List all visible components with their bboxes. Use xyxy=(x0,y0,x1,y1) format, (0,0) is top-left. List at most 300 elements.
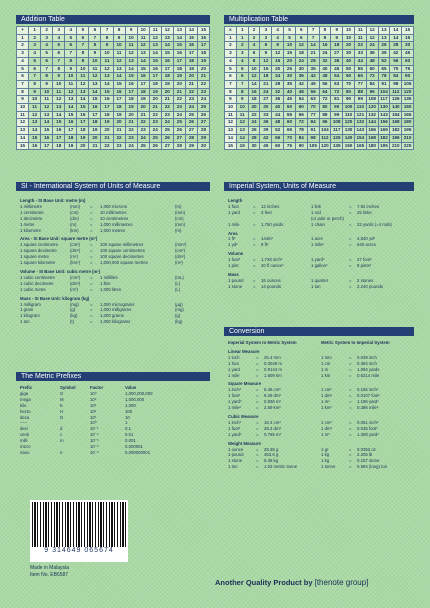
grid-cell: 22 xyxy=(173,96,185,104)
measure-cell: = xyxy=(349,366,352,372)
measure-cell: 0.01 xyxy=(125,432,134,438)
grid-cell: 22 xyxy=(149,111,161,119)
grid-cell: 1 xyxy=(236,34,248,42)
measure-cell: = xyxy=(349,393,352,399)
addition-table-panel xyxy=(16,15,210,150)
measure-cell: 9.29 dm² xyxy=(264,393,281,399)
grid-cell: 11 xyxy=(149,27,161,35)
grid-row xyxy=(17,57,210,65)
grid-cell: 16 xyxy=(161,57,173,65)
grid-cell: 45 xyxy=(402,50,414,58)
measure-cell: 1 ft² xyxy=(228,236,236,242)
measure-cell: 1.308 yard³ xyxy=(357,431,379,437)
grid-cell: 105 xyxy=(307,142,319,150)
measure-cell: 10⁻⁶ xyxy=(90,444,99,450)
grid-cell: 24 xyxy=(185,104,197,112)
grid-cell: 90 xyxy=(402,73,414,81)
grid-cell: 6 xyxy=(260,42,272,50)
grid-cell: 28 xyxy=(185,134,197,142)
measure-cell: 0.386 mile² xyxy=(357,405,379,411)
grid-cell: 8 xyxy=(41,73,53,81)
measure-cell: = xyxy=(90,227,93,233)
measure-cell: = xyxy=(349,419,352,425)
grid-cell: 156 xyxy=(378,119,390,127)
grid-cell: 39 xyxy=(378,50,390,58)
grid-cell: 14 xyxy=(41,119,53,127)
grid-cell: 7 xyxy=(89,34,101,42)
grid-cell: 26 xyxy=(248,127,260,135)
grid-cell: 70 xyxy=(307,104,319,112)
grid-cell: 15 xyxy=(113,80,125,88)
grid-cell: 6 xyxy=(236,73,248,81)
grid-cell: 15 xyxy=(402,27,414,35)
grid-cell: 4 xyxy=(65,27,77,35)
item-number: Item No. EB6587 xyxy=(30,572,69,578)
grid-cell: 24 xyxy=(173,111,185,119)
measure-cell: = xyxy=(256,452,259,458)
measure-cell: 0.394 inch xyxy=(357,360,377,366)
measure-cell: = xyxy=(253,257,256,263)
grid-cell: 140 xyxy=(390,104,402,112)
measure-cell: = xyxy=(349,464,352,470)
grid-cell: 66 xyxy=(295,111,307,119)
grid-cell: 150 xyxy=(343,142,355,150)
measure-cell: 12 inches xyxy=(261,203,280,209)
grid-cell: x xyxy=(225,27,237,35)
prefix-panel xyxy=(16,372,210,381)
grid-row xyxy=(225,119,414,127)
multiplication-table-panel xyxy=(224,15,414,150)
measure-cell: 1 inch² xyxy=(228,387,241,393)
barcode-number: 9 314649 065674 xyxy=(44,547,114,554)
grid-cell: 15 xyxy=(137,65,149,73)
grid-cell: 130 xyxy=(343,127,355,135)
si-panel xyxy=(16,182,210,191)
grid-cell: 22 xyxy=(161,104,173,112)
grid-cell: 196 xyxy=(390,134,402,142)
addition-table xyxy=(16,26,210,150)
grid-cell: 8 xyxy=(89,42,101,50)
measure-cell: = xyxy=(253,277,256,283)
grid-cell: 24 xyxy=(137,134,149,142)
grid-cell: 14 xyxy=(17,134,29,142)
measure-row xyxy=(20,450,210,456)
measure-cell: = xyxy=(90,307,93,313)
measure-cell: 1 ton xyxy=(228,464,238,470)
grid-cell: 8 xyxy=(113,27,125,35)
grid-cell: 2 xyxy=(248,34,260,42)
measure-cell: (or pole or perch) xyxy=(311,215,344,221)
grid-cell: 29 xyxy=(185,142,197,150)
grid-cell: 8 xyxy=(77,50,89,58)
grid-cell: 19 xyxy=(137,96,149,104)
grid-cell: 54 xyxy=(295,96,307,104)
measure-cell: 0.836 m² xyxy=(264,399,281,405)
grid-cell: 7 xyxy=(77,42,89,50)
measure-cell: 1 kg xyxy=(321,458,330,464)
grid-cell: 3 xyxy=(260,34,272,42)
grid-cell: 16 xyxy=(137,73,149,81)
grid-cell: 18 xyxy=(260,73,272,81)
measure-cell: 1 cm³ xyxy=(321,419,332,425)
measure-cell: = xyxy=(349,387,352,393)
measure-cell: = xyxy=(90,260,93,266)
measure-cell: 0.155 inch² xyxy=(357,387,379,393)
grid-cell: 20 xyxy=(272,65,284,73)
grid-cell: 10 xyxy=(101,50,113,58)
grid-cell: 45 xyxy=(260,142,272,150)
conversion-header xyxy=(228,340,414,346)
grid-cell: 10 xyxy=(17,104,29,112)
imperial-title: Imperial System, Units of Measure xyxy=(224,182,414,191)
grid-cell: 120 xyxy=(319,142,331,150)
grid-cell: 60 xyxy=(366,65,378,73)
grid-row xyxy=(225,127,414,135)
grid-cell: 80 xyxy=(343,88,355,96)
grid-cell: 20 xyxy=(77,142,89,150)
grid-cell: 99 xyxy=(331,111,343,119)
grid-cell: 104 xyxy=(378,88,390,96)
measure-cell: = xyxy=(256,393,259,399)
grid-cell: 154 xyxy=(354,134,366,142)
grid-cell: 100 xyxy=(343,104,355,112)
grid-cell: 12 xyxy=(149,34,161,42)
measure-cell: 1 pint xyxy=(228,263,239,269)
grid-cell: 10 xyxy=(343,34,355,42)
grid-cell: 14 xyxy=(248,80,260,88)
grid-row xyxy=(17,111,210,119)
conversion-title: Conversion xyxy=(224,327,414,336)
grid-cell: 13 xyxy=(77,88,89,96)
grid-cell: 98 xyxy=(390,80,402,88)
grid-cell: 16 xyxy=(197,34,209,42)
grid-cell: 72 xyxy=(319,96,331,104)
measure-cell: 1 ton xyxy=(311,283,321,289)
grid-cell: 14 xyxy=(29,127,41,135)
section-title: Volume xyxy=(228,251,244,257)
grid-cell: 40 xyxy=(284,88,296,96)
measure-cell: = xyxy=(349,405,352,411)
measure-cell: (kg) xyxy=(175,319,183,325)
grid-cell: 81 xyxy=(331,96,343,104)
grid-cell: 1 xyxy=(29,27,41,35)
grid-cell: 18 xyxy=(161,73,173,81)
grid-cell: 15 xyxy=(53,119,65,127)
grid-cell: 11 xyxy=(17,111,29,119)
grid-cell: 13 xyxy=(113,65,125,73)
measure-cell: G xyxy=(60,390,64,396)
measure-cell: 1 cubic centimetre xyxy=(20,274,55,280)
grid-row xyxy=(225,142,414,150)
measure-cell: (m) xyxy=(70,221,77,227)
grid-cell: 21 xyxy=(185,80,197,88)
grid-cell: 10 xyxy=(89,57,101,65)
grid-cell: 20 xyxy=(197,65,209,73)
measure-cell: 6.35 kg xyxy=(264,458,279,464)
measure-cell: 1 gallon³ xyxy=(311,263,328,269)
measure-cell: (µg) xyxy=(175,301,183,307)
grid-row xyxy=(17,104,210,112)
grid-cell: 35 xyxy=(307,65,319,73)
measure-cell: = xyxy=(253,209,256,215)
grid-cell: 168 xyxy=(390,119,402,127)
grid-cell: 6 xyxy=(29,65,41,73)
measure-cell: (dm²) xyxy=(70,248,81,254)
measure-row xyxy=(20,287,210,293)
grid-cell: 65 xyxy=(284,127,296,135)
measure-cell: 100 square millimetres xyxy=(100,242,144,248)
grid-cell: 18 xyxy=(295,50,307,58)
grid-row xyxy=(225,27,414,35)
grid-cell: 12 xyxy=(295,42,307,50)
grid-cell: 9 xyxy=(225,96,237,104)
grid-cell: 12 xyxy=(161,27,173,35)
grid-cell: 90 xyxy=(343,96,355,104)
grid-cell: 5 xyxy=(29,57,41,65)
grid-cell: 8 xyxy=(225,88,237,96)
measure-cell: (dm²) xyxy=(175,254,186,260)
measure-cell: 1 pound xyxy=(228,452,244,458)
measure-cell: milli xyxy=(20,438,28,444)
grid-cell: 15 xyxy=(225,142,237,150)
measure-cell: M xyxy=(60,396,64,402)
measure-cell: 0.3048 m xyxy=(264,360,282,366)
grid-cell: 54 xyxy=(331,73,343,81)
grid-cell: 3 xyxy=(236,50,248,58)
grid-cell: 14 xyxy=(161,42,173,50)
grid-cell: 36 xyxy=(366,50,378,58)
grid-cell: 75 xyxy=(402,65,414,73)
grid-cell: 16 xyxy=(77,111,89,119)
grid-cell: 13 xyxy=(41,111,53,119)
grid-cell: 17 xyxy=(113,96,125,104)
grid-cell: 90 xyxy=(331,104,343,112)
measure-cell: 1 foot xyxy=(228,360,239,366)
imperial-panel xyxy=(224,182,414,191)
section-title: Mass - SI Base Unit: kilogram (kg) xyxy=(20,295,90,301)
measure-cell: 1 milligram xyxy=(20,301,41,307)
grid-cell: 23 xyxy=(197,88,209,96)
measure-row xyxy=(228,242,414,248)
grid-cell: 13 xyxy=(17,127,29,135)
grid-cell: 20 xyxy=(101,127,113,135)
measure-cell: 1,000 litres xyxy=(100,286,122,292)
measure-row xyxy=(228,222,414,228)
grid-cell: 14 xyxy=(125,65,137,73)
measure-cell: = xyxy=(90,209,93,215)
grid-cell: 52 xyxy=(378,57,390,65)
grid-cell: 16 xyxy=(149,65,161,73)
grid-cell: 11 xyxy=(41,96,53,104)
grid-cell: 16 xyxy=(65,119,77,127)
grid-cell: 45 xyxy=(331,65,343,73)
grid-cell: 84 xyxy=(390,73,402,81)
grid-cell: 17 xyxy=(53,134,65,142)
measure-cell: 10 millimetres xyxy=(100,209,127,215)
grid-cell: 11 xyxy=(101,57,113,65)
grid-cell: 15 xyxy=(284,50,296,58)
grid-cell: 120 xyxy=(343,119,355,127)
grid-cell: 3 xyxy=(29,42,41,50)
measure-cell: = xyxy=(349,209,352,215)
grid-cell: 16 xyxy=(101,96,113,104)
multiplication-table-title: Multiplication Table xyxy=(224,15,414,24)
measure-cell: 1,000 micrograms xyxy=(100,301,135,307)
measure-cell: 1.609 km xyxy=(264,372,282,378)
grid-cell: 21 xyxy=(89,142,101,150)
grid-cell: 6 xyxy=(17,73,29,81)
grid-cell: 20 xyxy=(161,88,173,96)
grid-cell: 180 xyxy=(366,142,378,150)
grid-cell: 26 xyxy=(149,142,161,150)
grid-cell: 17 xyxy=(149,73,161,81)
measure-cell: 1.196 yard² xyxy=(357,399,379,405)
grid-cell: 12 xyxy=(113,57,125,65)
grid-cell: 88 xyxy=(354,88,366,96)
grid-cell: 19 xyxy=(101,119,113,127)
grid-cell: 14 xyxy=(89,88,101,96)
grid-cell: 168 xyxy=(366,134,378,142)
grid-cell: 132 xyxy=(354,119,366,127)
grid-cell: 20 xyxy=(248,104,260,112)
measure-cell: = xyxy=(349,236,352,242)
prefix-header-cell: Symbol xyxy=(60,385,76,390)
measure-cell: 100 square centimetres xyxy=(100,248,145,254)
grid-cell: 4 xyxy=(53,34,65,42)
grid-cell: 8 xyxy=(272,42,284,50)
grid-cell: 42 xyxy=(295,80,307,88)
measure-cell: = xyxy=(253,263,256,269)
grid-cell: 13 xyxy=(173,27,185,35)
grid-cell: 17 xyxy=(161,65,173,73)
measure-cell: 1,000,000 xyxy=(125,396,145,402)
grid-cell: 3 xyxy=(53,27,65,35)
grid-cell: 15 xyxy=(125,73,137,81)
measure-cell: (cm) xyxy=(175,215,184,221)
grid-cell: 182 xyxy=(378,134,390,142)
measure-cell: 2.59 km² xyxy=(264,405,281,411)
grid-cell: 9 xyxy=(260,50,272,58)
grid-cell: 2 xyxy=(248,27,260,35)
grid-cell: 32 xyxy=(319,57,331,65)
measure-cell: (cm²) xyxy=(70,242,81,248)
grid-cell: 112 xyxy=(319,134,331,142)
measure-cell: = xyxy=(349,446,352,452)
si-title: SI - International System of Units of Measure xyxy=(16,182,210,191)
measure-cell: deca xyxy=(20,414,30,420)
grid-cell: 12 xyxy=(53,96,65,104)
measure-cell: 1 gr xyxy=(321,446,329,452)
measure-cell: 1 cm² xyxy=(321,387,332,393)
measure-cell: = xyxy=(256,399,259,405)
grid-cell: 9 xyxy=(113,34,125,42)
grid-cell: 16 xyxy=(53,127,65,135)
grid-cell: 4 xyxy=(248,42,260,50)
grid-cell: 22 xyxy=(185,88,197,96)
grid-cell: 27 xyxy=(197,119,209,127)
measure-cell: H xyxy=(60,408,64,414)
section-title: Square Measure xyxy=(228,381,262,387)
measure-cell: 1 acre xyxy=(311,236,323,242)
measure-cell: = xyxy=(90,274,93,280)
grid-cell: 56 xyxy=(390,57,402,65)
grid-cell: 50 xyxy=(284,104,296,112)
prefix-header-cell: Factor xyxy=(90,385,104,390)
grid-cell: 21 xyxy=(161,96,173,104)
section-title: Length xyxy=(228,198,243,203)
measure-cell: 453.6 g xyxy=(264,452,279,458)
grid-cell: 26 xyxy=(161,134,173,142)
grid-cell: 30 xyxy=(295,65,307,73)
measure-cell: = xyxy=(90,286,93,292)
measure-cell: 1 yard² xyxy=(228,399,242,405)
grid-cell: 16 xyxy=(185,42,197,50)
measure-cell: = xyxy=(253,242,256,248)
grid-cell: 24 xyxy=(366,42,378,50)
grid-cell: 12 xyxy=(17,119,29,127)
grid-cell: 66 xyxy=(354,73,366,81)
grid-cell: 23 xyxy=(161,111,173,119)
grid-row xyxy=(225,88,414,96)
grid-cell: 56 xyxy=(307,88,319,96)
section-title: Weight Measure xyxy=(228,440,261,446)
grid-cell: 16 xyxy=(29,142,41,150)
grid-cell: 4 xyxy=(17,57,29,65)
measure-cell: 3 feet xyxy=(261,209,272,215)
grid-cell: 7 xyxy=(17,80,29,88)
grid-cell: 30 xyxy=(260,104,272,112)
grid-cell: 18 xyxy=(125,96,137,104)
measure-cell: = xyxy=(349,458,352,464)
grid-cell: 14 xyxy=(185,27,197,35)
grid-cell: 65 xyxy=(378,65,390,73)
grid-cell: 27 xyxy=(331,50,343,58)
measure-cell: (m) xyxy=(175,203,182,209)
grid-cell: 8 xyxy=(53,65,65,73)
grid-cell: 12 xyxy=(272,50,284,58)
measure-cell: 0.039 inch xyxy=(357,354,377,360)
grid-cell: 56 xyxy=(319,80,331,88)
measure-cell: 1,000 microns xyxy=(100,203,127,209)
section-title: Volume - SI Base Unit: cubic metre (m³) xyxy=(20,268,101,274)
measure-cell: 1 kg xyxy=(321,452,330,458)
measure-cell: D xyxy=(60,414,64,420)
measure-cell: 1 kilogram xyxy=(20,313,40,319)
grid-cell: 15 xyxy=(173,42,185,50)
grid-cell: 17 xyxy=(137,80,149,88)
grid-cell: 17 xyxy=(197,42,209,50)
measure-cell: = xyxy=(90,221,93,227)
measure-cell: = xyxy=(256,366,259,372)
grid-cell: 25 xyxy=(137,142,149,150)
grid-cell: 132 xyxy=(366,111,378,119)
grid-cell: 24 xyxy=(149,127,161,135)
grid-cell: 17 xyxy=(77,119,89,127)
grid-cell: 17 xyxy=(41,142,53,150)
measure-cell: 1 mile² xyxy=(228,405,241,411)
grid-cell: 10 xyxy=(77,65,89,73)
measure-cell: 4,840 yd² xyxy=(357,236,375,242)
grid-cell: 10 xyxy=(284,42,296,50)
measure-cell: 1 ton xyxy=(20,319,30,325)
measure-cell: 0.000000001 xyxy=(125,449,151,455)
grid-cell: 15 xyxy=(161,50,173,58)
grid-cell: 7 xyxy=(101,27,113,35)
measure-cell: 1,000,000,000 xyxy=(125,390,153,396)
measure-cell: 1 decimetre xyxy=(20,215,43,221)
grid-cell: 10 xyxy=(29,96,41,104)
grid-cell: 4 xyxy=(236,57,248,65)
